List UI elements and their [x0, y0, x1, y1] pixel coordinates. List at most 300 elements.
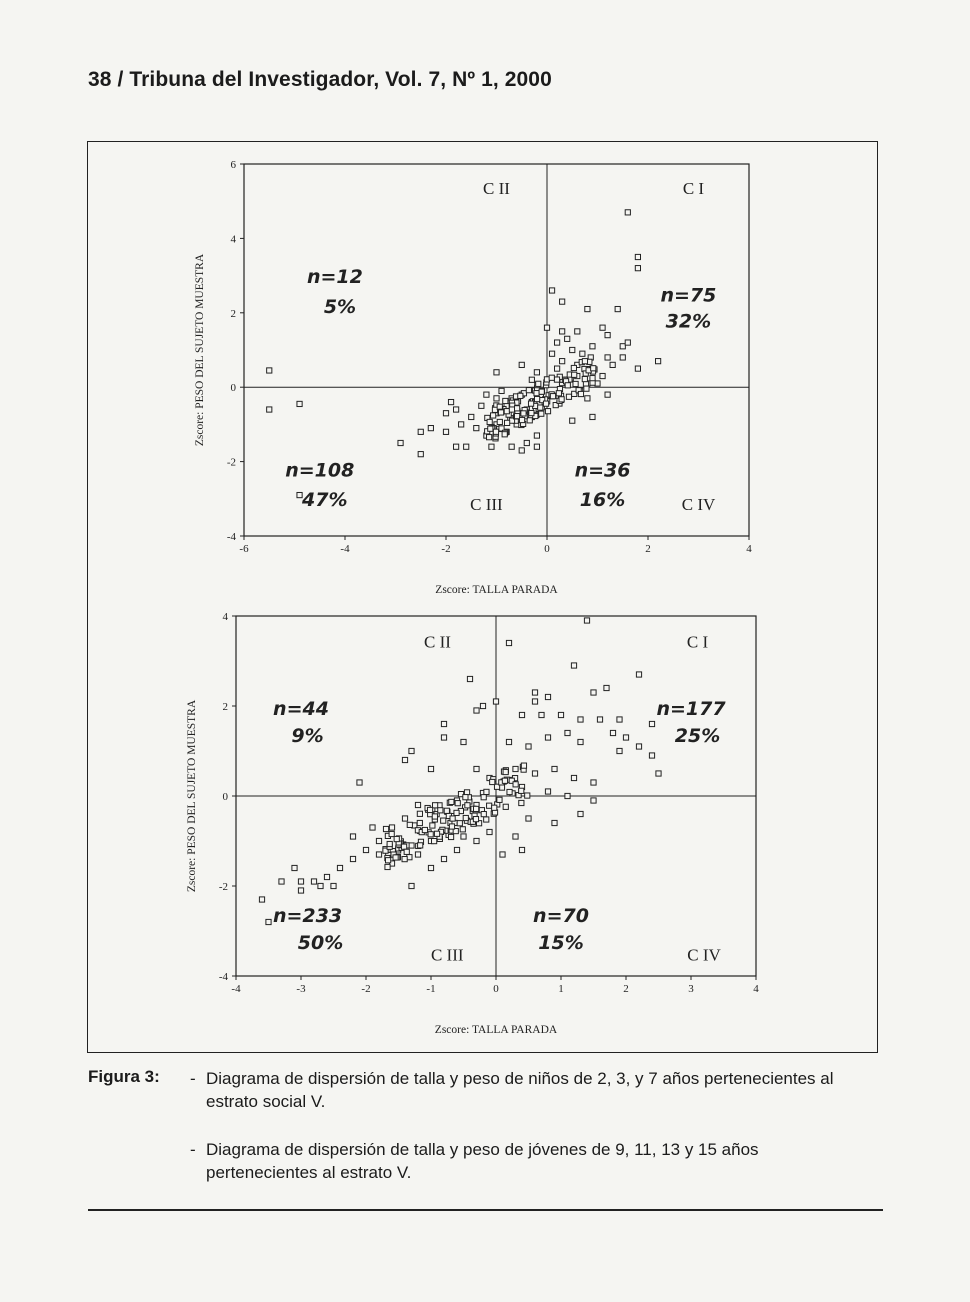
data-point	[505, 420, 510, 425]
data-point	[591, 780, 596, 785]
data-point	[550, 394, 555, 399]
data-point	[350, 834, 355, 839]
data-point	[585, 396, 590, 401]
data-point	[610, 362, 615, 367]
data-point	[441, 735, 446, 740]
data-point	[417, 811, 422, 816]
data-point	[529, 377, 534, 382]
data-point	[448, 834, 453, 839]
data-point	[635, 366, 640, 371]
data-point	[454, 407, 459, 412]
data-point	[506, 640, 511, 645]
data-point	[494, 396, 499, 401]
data-point	[506, 739, 511, 744]
quadrant-count-label: n=177	[656, 698, 726, 720]
data-point	[473, 817, 478, 822]
y-tick-label: 0	[230, 382, 236, 395]
data-point	[571, 663, 576, 668]
data-point	[519, 417, 524, 422]
data-point	[504, 409, 509, 414]
data-point	[555, 340, 560, 345]
data-point	[497, 419, 502, 424]
y-tick-label: -4	[226, 531, 236, 543]
scatter-plot-2	[186, 611, 759, 1036]
data-point	[570, 418, 575, 423]
data-point	[625, 210, 630, 215]
y-tick-label: 2	[230, 307, 236, 320]
data-point	[394, 836, 399, 841]
x-tick-label: -6	[239, 543, 249, 555]
data-point	[298, 888, 303, 893]
data-point	[494, 370, 499, 375]
data-point	[518, 393, 523, 398]
data-point	[350, 856, 355, 861]
data-point	[402, 857, 407, 862]
data-point	[558, 712, 563, 717]
data-point	[427, 807, 432, 812]
data-point	[539, 389, 544, 394]
data-point	[444, 808, 449, 813]
data-point	[623, 735, 628, 740]
data-point	[600, 373, 605, 378]
data-point	[554, 377, 559, 382]
data-point	[591, 366, 596, 371]
x-tick-label: -2	[441, 543, 451, 555]
data-point	[534, 370, 539, 375]
data-point	[279, 879, 284, 884]
data-point	[560, 329, 565, 334]
data-point	[572, 372, 577, 377]
data-point	[513, 782, 518, 787]
data-point	[469, 414, 474, 419]
caption-item-2	[190, 1138, 856, 1184]
data-point	[480, 703, 485, 708]
data-point	[259, 897, 264, 902]
running-head: 38 / Tribuna del Investigador, Vol. 7, Nº 1, 2000	[88, 68, 552, 91]
caption-dash: -	[190, 1069, 196, 1088]
quadrant-count-label: 15%	[538, 932, 584, 954]
quadrant-label: C I	[682, 178, 705, 198]
data-point	[509, 444, 514, 449]
data-point	[519, 847, 524, 852]
data-point	[529, 410, 534, 415]
y-tick-label: -4	[218, 971, 228, 983]
x-tick-label: 1	[558, 983, 564, 995]
data-point	[545, 789, 550, 794]
data-point	[571, 775, 576, 780]
data-point	[430, 823, 435, 828]
data-point	[503, 398, 508, 403]
data-point	[590, 414, 595, 419]
data-point	[565, 793, 570, 798]
figure-plots	[88, 142, 879, 1054]
data-point	[418, 429, 423, 434]
data-point	[582, 376, 587, 381]
data-point	[454, 847, 459, 852]
data-point	[497, 797, 502, 802]
caption-text-2: Diagrama de dispersión de talla y peso de jóvenes de 9, 11, 13 y 15 años pertenecientes al estrato V.	[206, 1140, 759, 1182]
data-point	[552, 820, 557, 825]
data-point	[571, 365, 576, 370]
data-point	[649, 753, 654, 758]
data-point	[493, 699, 498, 704]
data-point	[409, 748, 414, 753]
x-tick-label: -2	[361, 983, 371, 995]
data-point	[656, 359, 661, 364]
data-point	[549, 288, 554, 293]
data-point	[524, 440, 529, 445]
quadrant-label: C III	[470, 494, 503, 514]
data-point	[376, 852, 381, 857]
quadrant-label: C II	[483, 178, 510, 198]
data-point	[570, 347, 575, 352]
data-point	[497, 404, 502, 409]
x-tick-label: -1	[426, 983, 436, 995]
data-point	[432, 803, 437, 808]
quadrant-count-label: n=233	[272, 905, 343, 927]
quadrant-label: C II	[424, 632, 451, 652]
x-tick-label: -4	[231, 983, 241, 995]
data-point	[543, 401, 548, 406]
data-point	[625, 340, 630, 345]
data-point	[487, 435, 492, 440]
quadrant-count-label: n=70	[533, 905, 589, 927]
data-point	[656, 771, 661, 776]
quadrant-count-label: 32%	[665, 310, 712, 333]
quadrant-count-label: n=36	[574, 459, 631, 482]
data-point	[519, 448, 524, 453]
y-tick-label: -2	[218, 881, 228, 893]
data-point	[432, 814, 437, 819]
quadrant-label: C I	[686, 632, 709, 652]
x-tick-label: -3	[296, 983, 306, 995]
data-point	[578, 717, 583, 722]
data-point	[526, 388, 531, 393]
x-tick-label: 2	[623, 983, 629, 995]
quadrant-count-label: 50%	[297, 932, 344, 954]
x-tick-label: 3	[688, 983, 694, 995]
data-point	[474, 426, 479, 431]
data-point	[387, 841, 392, 846]
data-point	[460, 827, 465, 832]
data-point	[417, 820, 422, 825]
quadrant-count-label: 5%	[323, 295, 357, 318]
data-point	[402, 757, 407, 762]
quadrant-count-label: 9%	[291, 725, 324, 747]
data-point	[418, 843, 423, 848]
data-point	[502, 432, 507, 437]
data-point	[605, 333, 610, 338]
caption-dash: -	[190, 1140, 196, 1159]
bottom-rule	[88, 1209, 883, 1211]
data-point	[513, 834, 518, 839]
data-point	[449, 799, 454, 804]
data-point	[519, 362, 524, 367]
data-point	[461, 834, 466, 839]
data-point	[544, 325, 549, 330]
data-point	[267, 407, 272, 412]
data-point	[536, 381, 541, 386]
data-point	[610, 730, 615, 735]
data-point	[503, 804, 508, 809]
data-point	[527, 418, 532, 423]
quadrant-count-label: n=108	[285, 459, 355, 482]
data-point	[534, 433, 539, 438]
data-point	[578, 739, 583, 744]
data-point	[534, 396, 539, 401]
data-point	[585, 306, 590, 311]
data-point	[565, 730, 570, 735]
data-point	[461, 739, 466, 744]
data-point	[474, 766, 479, 771]
data-point	[565, 383, 570, 388]
y-axis-label: Zscore: PESO DEL SUJETO MUESTRA	[194, 253, 206, 447]
y-tick-label: 4	[230, 233, 236, 246]
data-point	[267, 368, 272, 373]
caption-item-1	[190, 1067, 856, 1113]
data-point	[534, 444, 539, 449]
y-tick-label: 6	[230, 159, 236, 171]
data-point	[545, 694, 550, 699]
data-point	[404, 849, 409, 854]
data-point	[474, 708, 479, 713]
x-tick-label: -4	[340, 543, 350, 555]
quadrant-count-label: 16%	[579, 489, 626, 512]
data-point	[389, 831, 394, 836]
y-axis-label: Zscore: PESO DEL SUJETO MUESTRA	[186, 699, 198, 893]
data-point	[525, 793, 530, 798]
data-point	[500, 852, 505, 857]
data-point	[450, 816, 455, 821]
quadrant-count-label: 25%	[674, 725, 721, 747]
data-point	[415, 802, 420, 807]
data-point	[519, 712, 524, 717]
data-point	[422, 827, 427, 832]
data-point	[513, 766, 518, 771]
data-point	[434, 831, 439, 836]
y-tick-label: 2	[222, 701, 228, 713]
data-point	[398, 440, 403, 445]
quadrant-count-label: n=44	[273, 698, 329, 720]
data-point	[376, 838, 381, 843]
data-point	[432, 838, 437, 843]
data-point	[636, 672, 641, 677]
data-point	[528, 401, 533, 406]
data-point	[385, 864, 390, 869]
data-point	[370, 825, 375, 830]
data-point	[266, 919, 271, 924]
data-point	[357, 780, 362, 785]
data-point	[443, 429, 448, 434]
data-point	[498, 410, 503, 415]
data-point	[459, 422, 464, 427]
data-point	[428, 766, 433, 771]
data-point	[393, 855, 398, 860]
data-point	[448, 399, 453, 404]
data-point	[584, 618, 589, 623]
data-point	[502, 778, 507, 783]
quadrant-label: C IV	[681, 494, 716, 514]
quadrant-count-label: 47%	[302, 489, 348, 512]
data-point	[538, 405, 543, 410]
data-point	[507, 789, 512, 794]
data-point	[487, 803, 492, 808]
data-point	[591, 690, 596, 695]
data-point	[605, 355, 610, 360]
data-point	[521, 411, 526, 416]
data-point	[490, 779, 495, 784]
data-point	[565, 336, 570, 341]
figure-frame	[87, 141, 878, 1053]
data-point	[509, 407, 514, 412]
data-point	[491, 413, 496, 418]
data-point	[467, 676, 472, 681]
data-point	[499, 388, 504, 393]
data-point	[636, 744, 641, 749]
data-point	[465, 803, 470, 808]
data-point	[519, 788, 524, 793]
data-point	[597, 717, 602, 722]
x-tick-label: 4	[753, 983, 759, 995]
data-point	[604, 685, 609, 690]
data-point	[620, 355, 625, 360]
data-point	[578, 391, 583, 396]
data-point	[292, 865, 297, 870]
data-point	[385, 858, 390, 863]
data-point	[493, 429, 498, 434]
data-point	[454, 444, 459, 449]
data-point	[457, 821, 462, 826]
data-point	[566, 394, 571, 399]
data-point	[389, 825, 394, 830]
data-point	[532, 771, 537, 776]
data-point	[560, 359, 565, 364]
data-point	[463, 815, 468, 820]
data-point	[337, 865, 342, 870]
data-point	[560, 299, 565, 304]
data-point	[428, 832, 433, 837]
data-point	[584, 386, 589, 391]
data-point	[582, 359, 587, 364]
caption-text-1: Diagrama de dispersión de talla y peso de niños de 2, 3, y 7 años pertenecientes al estrato social V.	[206, 1069, 834, 1111]
data-point	[605, 392, 610, 397]
x-tick-label: 4	[746, 543, 752, 555]
data-point	[441, 856, 446, 861]
quadrant-label: C IV	[687, 945, 721, 965]
data-point	[438, 808, 443, 813]
data-point	[615, 306, 620, 311]
data-point	[401, 844, 406, 849]
data-point	[488, 426, 493, 431]
data-point	[539, 712, 544, 717]
data-point	[484, 789, 489, 794]
data-point	[532, 690, 537, 695]
data-point	[590, 344, 595, 349]
data-point	[441, 721, 446, 726]
quadrant-count-label: n=75	[660, 284, 717, 307]
data-point	[555, 366, 560, 371]
caption-label: Figura 3:	[88, 1067, 160, 1086]
data-point	[428, 426, 433, 431]
data-point	[591, 798, 596, 803]
data-point	[503, 769, 508, 774]
data-point	[474, 838, 479, 843]
data-point	[428, 865, 433, 870]
data-point	[578, 811, 583, 816]
data-point	[455, 801, 460, 806]
data-point	[443, 411, 448, 416]
data-point	[514, 414, 519, 419]
data-point	[474, 806, 479, 811]
data-point	[311, 879, 316, 884]
data-point	[549, 351, 554, 356]
data-point	[481, 812, 486, 817]
data-point	[415, 852, 420, 857]
data-point	[575, 329, 580, 334]
data-point	[539, 411, 544, 416]
y-tick-label: 4	[222, 611, 228, 623]
data-point	[418, 452, 423, 457]
x-tick-label: 0	[493, 983, 499, 995]
data-point	[331, 883, 336, 888]
data-point	[590, 376, 595, 381]
data-point	[454, 810, 459, 815]
data-point	[556, 391, 561, 396]
data-point	[492, 805, 497, 810]
data-point	[534, 391, 539, 396]
x-tick-label: 0	[544, 543, 550, 555]
data-point	[481, 795, 486, 800]
data-point	[402, 816, 407, 821]
x-axis-label: Zscore: TALLA PARADA	[435, 584, 558, 596]
y-tick-label: 0	[222, 791, 228, 803]
data-point	[383, 826, 388, 831]
data-point	[489, 444, 494, 449]
data-point	[487, 829, 492, 834]
data-point	[545, 735, 550, 740]
data-point	[407, 822, 412, 827]
data-point	[363, 847, 368, 852]
data-point	[297, 401, 302, 406]
data-point	[617, 717, 622, 722]
data-point	[521, 763, 526, 768]
data-point	[484, 392, 489, 397]
data-point	[635, 254, 640, 259]
data-point	[449, 824, 454, 829]
x-axis-label: Zscore: TALLA PARADA	[434, 1024, 558, 1036]
data-point	[515, 406, 520, 411]
data-point	[635, 266, 640, 271]
data-point	[580, 351, 585, 356]
data-point	[464, 444, 469, 449]
data-point	[463, 795, 468, 800]
data-point	[479, 403, 484, 408]
quadrant-count-label: n=12	[306, 266, 363, 289]
x-tick-label: 2	[645, 543, 651, 555]
data-point	[600, 325, 605, 330]
data-point	[487, 419, 492, 424]
data-point	[324, 874, 329, 879]
data-point	[545, 409, 550, 414]
scatter-plot-1	[194, 159, 752, 596]
data-point	[573, 381, 578, 386]
data-point	[318, 883, 323, 888]
data-point	[519, 800, 524, 805]
data-point	[552, 766, 557, 771]
quadrant-label: C III	[430, 945, 464, 965]
data-point	[620, 344, 625, 349]
data-point	[526, 744, 531, 749]
